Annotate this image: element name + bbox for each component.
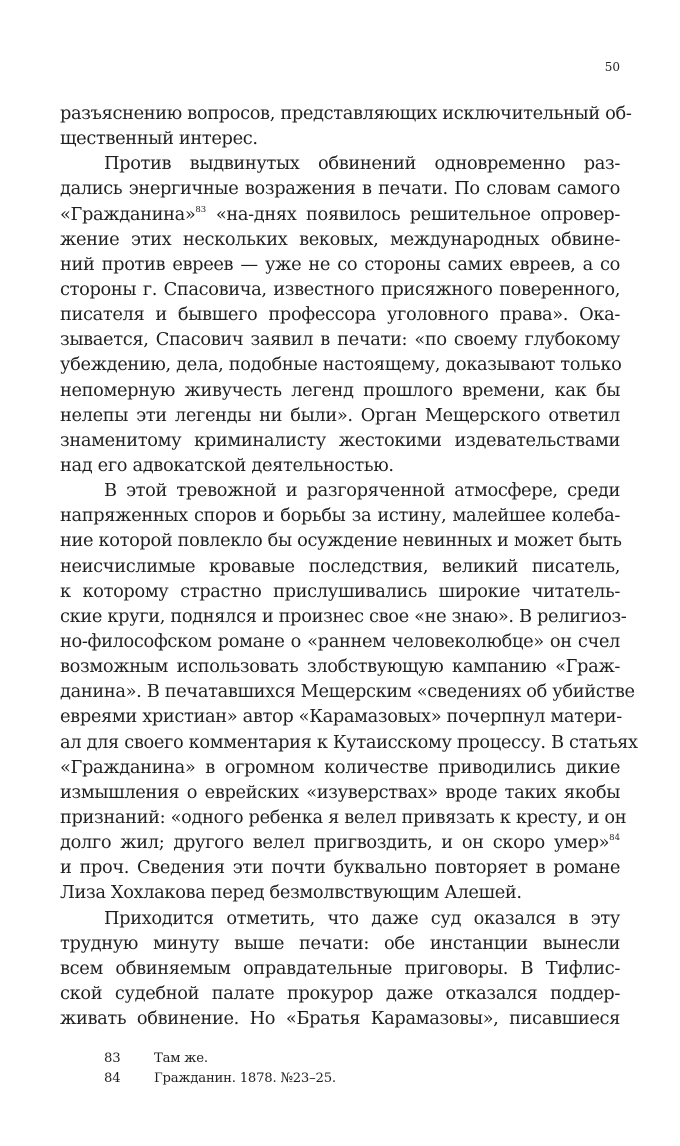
text-line: живать обвинение. Но «Братья Карамазовы», писавшиеся [60,1008,620,1030]
text-line: жение этих нескольких вековых, международных обвине- [60,228,620,250]
text-line: щественный интерес. [60,128,258,150]
text-span: «на-днях появилось решительное опровер- [206,203,620,225]
text-span: «Гражданина» [60,203,196,225]
footnote-ref-83[interactable]: 83 [195,204,207,215]
footnote-text: Там же. [154,1051,208,1066]
text-line: и проч. Сведения эти почти буквально повторяет в романе [60,857,620,879]
text-line: всем обвиняемым оправдательные приговоры. В Тифлис- [60,957,620,979]
text-line: трудную минуту выше печати: обе инстанции вынесли [60,932,620,954]
text-line: знаменитому криминалисту жестокими издевательствами [60,429,620,451]
text-line: евреями христиан» автор «Карамазовых» почерпнул матери- [60,706,622,728]
text-line: но-философском романе о «раннем человеколюбце» он счел [60,630,620,652]
text-line: дались энергичные возражения в печати. По словам самого [60,178,620,200]
text-line: «Гражданина» в огромном количестве приводились дикие [60,756,620,778]
paragraph-start-line: Против выдвинутых обвинений одновременно раз- [104,153,620,175]
text-line: ские круги, поднялся и произнес свое «не знаю». В религиоз- [60,605,627,627]
footnote-text: Гражданин. 1878. №23–25. [154,1071,336,1086]
text-line: зывается, Спасович заявил в печати: «по своему глубокому [60,329,620,351]
text-line: измышления о еврейских «изуверствах» вроде таких якобы [60,781,620,803]
text-line: неисчислимые кровавые последствия, великий писатель, [60,555,620,577]
text-line: ние которой повлекло бы осуждение невинных и может быть [60,530,622,552]
text-line: напряженных споров и борьбы за истину, малейшее колеба- [60,505,620,527]
footnote-83 [104,1049,604,1069]
page-number: 50 [604,60,620,74]
text-line [60,830,620,855]
body-text [60,101,638,1031]
footnotes [104,1049,604,1089]
text-line: над его адвокатской деятельностью. [60,454,394,476]
text-line: непомерную живучесть легенд прошлого времени, как бы [60,379,620,401]
text-line: убеждению, дела, подобные настоящему, доказывают только [60,354,622,376]
text-line: стороны г. Спасовича, известного присяжного поверенного, [60,278,620,300]
paragraph-start-line: В этой тревожной и разгоряченной атмосфере, среди [104,480,620,502]
text-line: ний против евреев — уже не со стороны самих евреев, а со [60,253,620,275]
text-span: долго жил; другого велел пригвоздить, и он скоро умер» [60,832,610,854]
text-line: разъяснению вопросов, представляющих исключительный об- [60,103,632,124]
footnote-ref-84[interactable]: 84 [609,833,620,844]
footnote-number: 84 [104,1071,121,1086]
text-line: к которому страстно прислушивались широкие читатель- [60,580,620,602]
text-line: ской судебной палате прокурор даже отказался поддер- [60,982,620,1004]
text-line: Лиза Хохлакова перед безмолвствующим Алешей. [60,882,522,904]
text-line: данина». В печатавшихся Мещерским «сведениях об убийстве [60,681,635,703]
text-line: писателя и бывшего профессора уголовного права». Ока- [60,304,620,326]
paragraph-start-line: Приходится отметить, что даже суд оказался в эту [104,907,620,929]
text-line: возможным использовать злобствующую кампанию «Граж- [60,656,620,678]
text-line: нелепы эти легенды ни были». Орган Мещерского ответил [60,404,620,426]
text-line: признаний: «одного ребенка я велел привязать к кресту, и он [60,806,627,828]
text-line: ал для своего комментария к Кутаисскому процессу. В статьях [60,731,638,753]
footnote-84 [104,1069,604,1089]
footnote-number: 83 [104,1051,121,1066]
text-line [60,202,620,227]
